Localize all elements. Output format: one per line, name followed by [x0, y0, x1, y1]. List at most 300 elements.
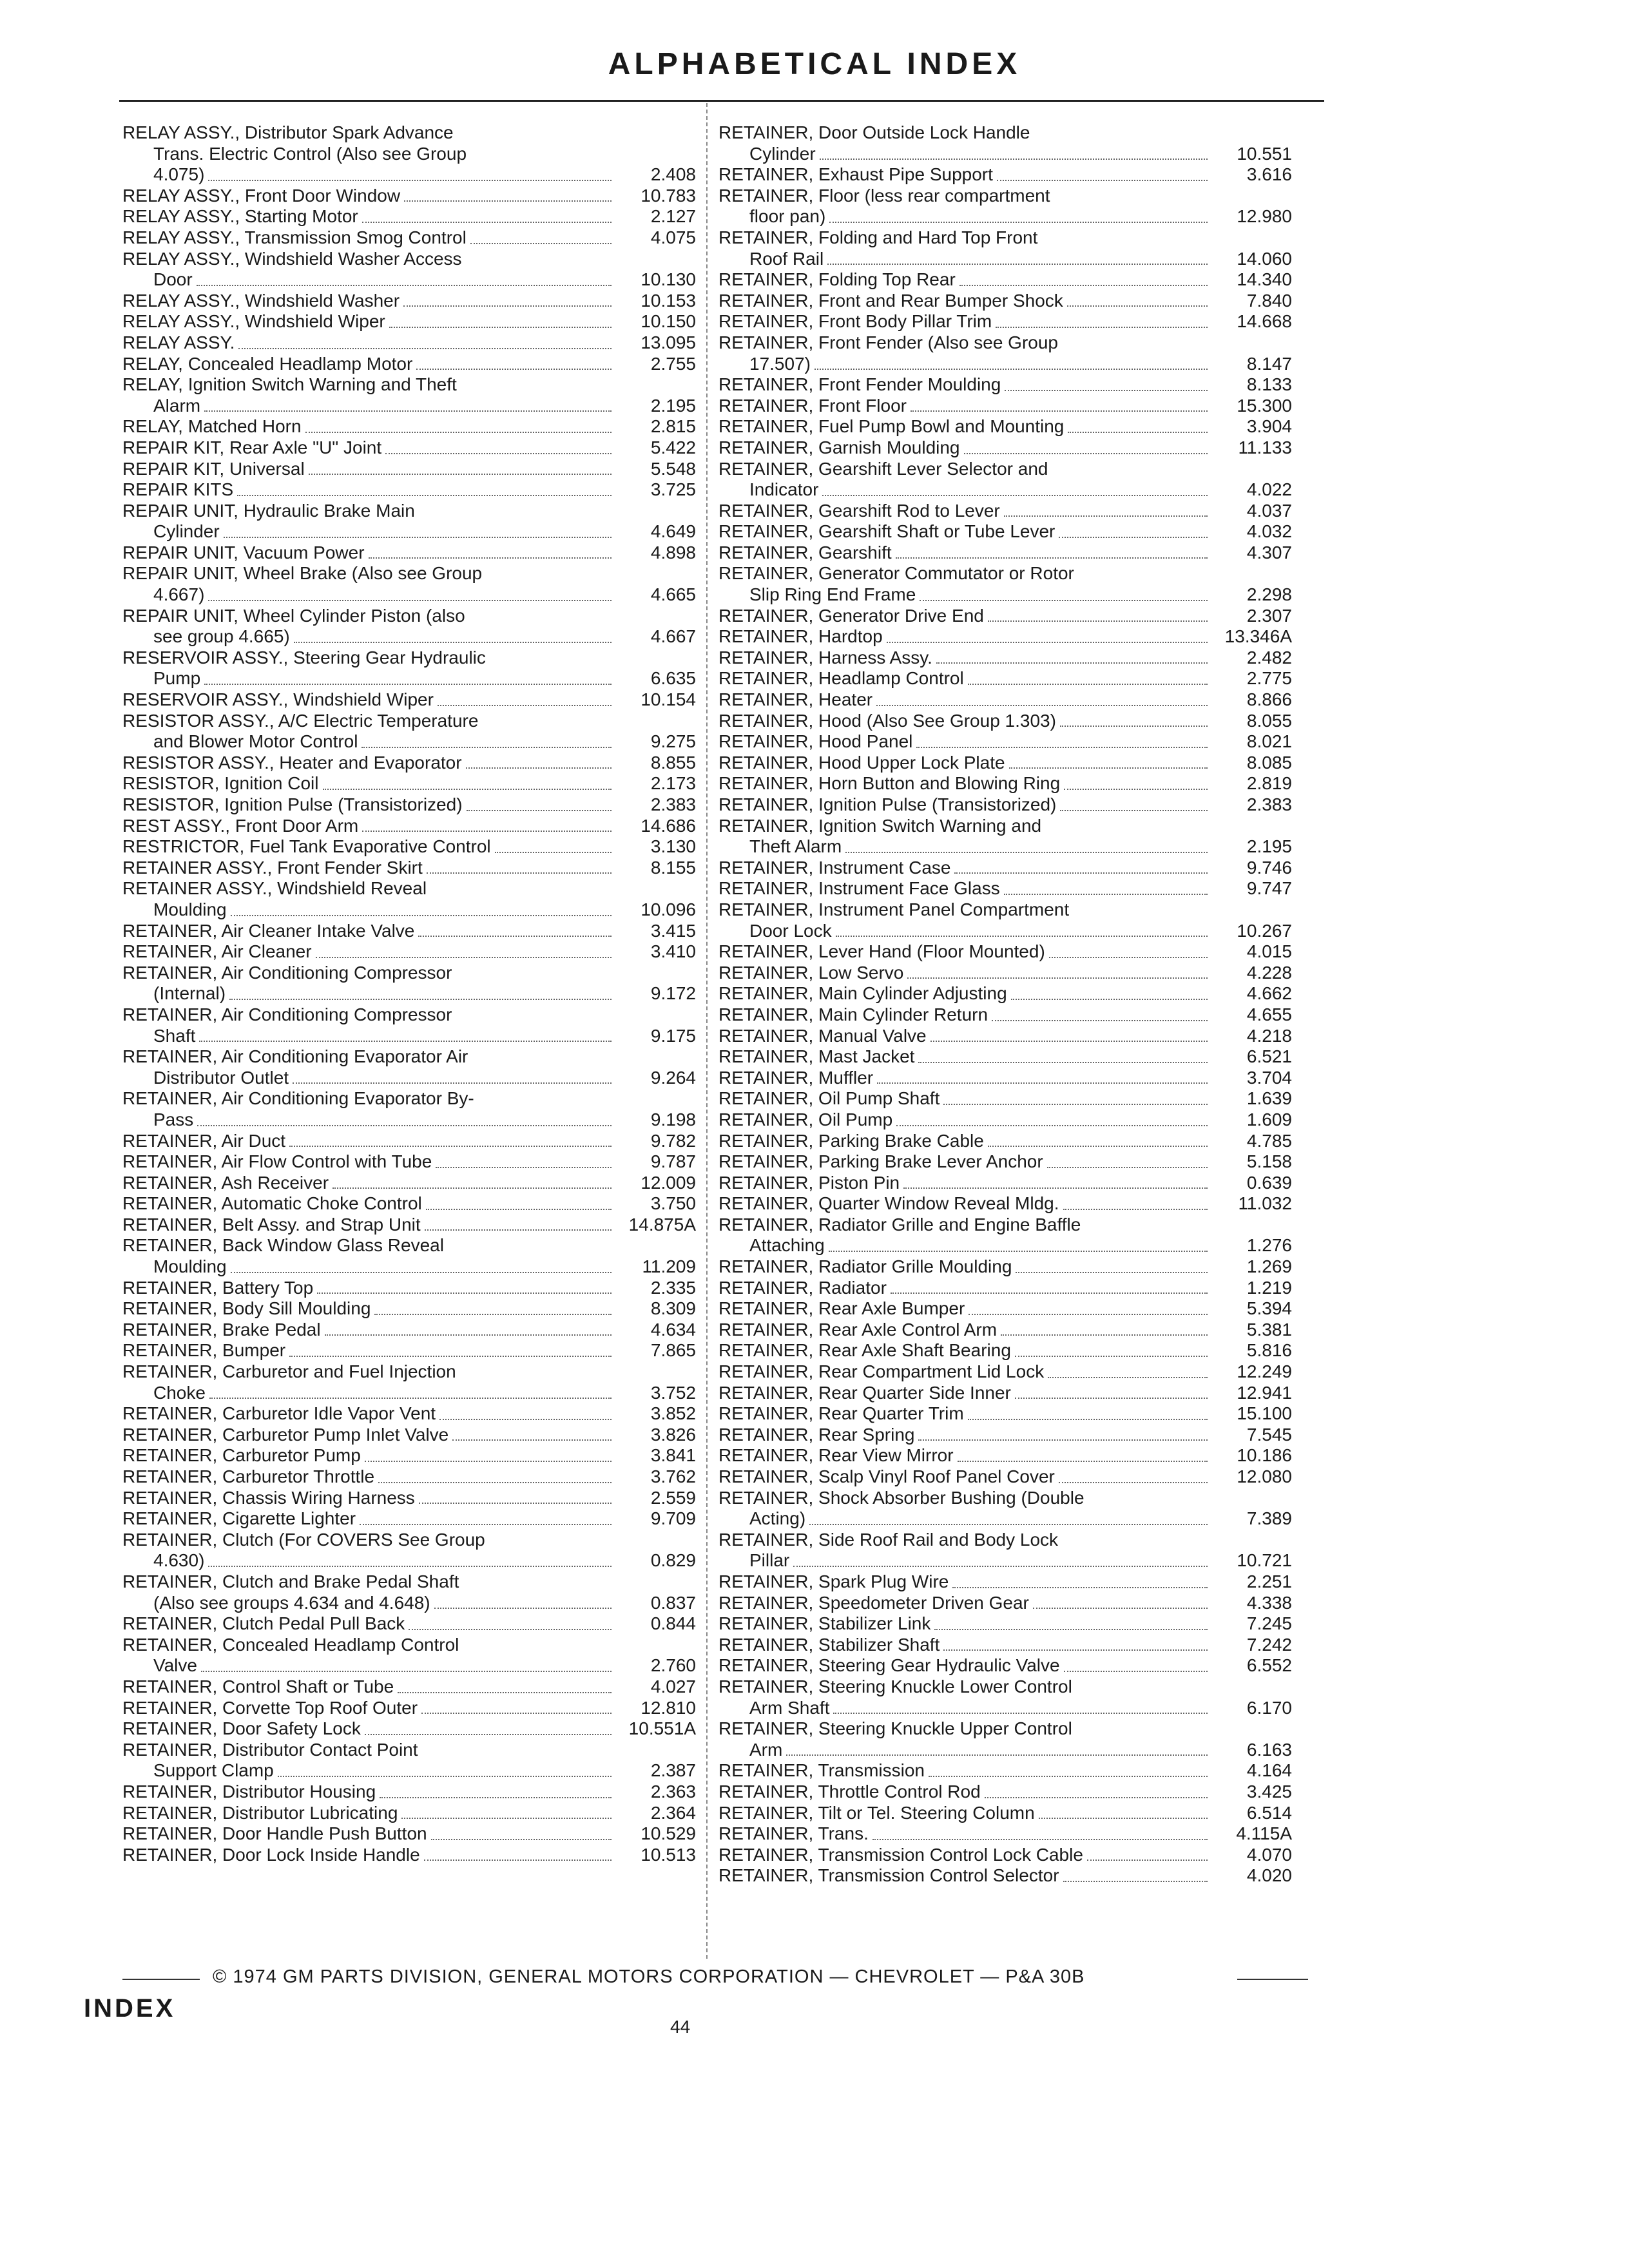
entry-title: RETAINER, Fuel Pump Bowl and Mounting [718, 416, 1065, 437]
index-entry [718, 1425, 1292, 1446]
group-number: 15.300 [1237, 395, 1292, 416]
group-number: 13.346A [1224, 626, 1292, 647]
index-entry [718, 563, 1292, 605]
entry-title: RETAINER, Rear Quarter Trim [718, 1403, 964, 1424]
index-entry [122, 1278, 696, 1299]
index-entry [122, 543, 696, 564]
index-entry [718, 626, 1292, 648]
dot-leader [434, 1593, 612, 1610]
entry-title: RETAINER, Front and Rear Bumper Shock [718, 290, 1063, 311]
group-number: 2.387 [650, 1760, 696, 1781]
dot-leader [201, 1655, 612, 1672]
dot-leader [1047, 1151, 1208, 1168]
index-entry [122, 186, 696, 207]
group-number: 10.186 [1237, 1445, 1292, 1466]
entry-title: RETAINER, Gearshift Rod to Lever [718, 500, 1000, 521]
index-entry [718, 1383, 1292, 1404]
entry-title: RETAINER, Lever Hand (Floor Mounted) [718, 941, 1045, 962]
entry-title: RETAINER, Back Window Glass Reveal [122, 1235, 444, 1256]
group-number: 2.173 [650, 773, 696, 794]
index-entry [122, 249, 696, 291]
dot-leader [199, 1026, 612, 1043]
dot-leader [1063, 1865, 1208, 1882]
index-entry [718, 332, 1292, 374]
index-entry [718, 1613, 1292, 1635]
dot-leader [959, 269, 1208, 286]
dot-leader [1009, 753, 1208, 769]
entry-title: RELAY, Concealed Headlamp Motor [122, 353, 413, 374]
entry-title: RETAINER, Floor (less rear compartment [718, 185, 1050, 206]
dot-leader [409, 1613, 612, 1630]
entry-title: RETAINER, Air Cleaner Intake Valve [122, 920, 415, 941]
index-entry [122, 332, 696, 354]
dot-leader [289, 1131, 612, 1148]
group-number: 12.810 [641, 1697, 696, 1718]
entry-continuation: Alarm [153, 395, 201, 416]
entry-title: RETAINER, Air Flow Control with Tube [122, 1151, 432, 1172]
index-entry [122, 1635, 696, 1677]
entry-title: REPAIR KIT, Universal [122, 458, 305, 479]
entry-title: RETAINER, Rear Axle Control Arm [718, 1319, 998, 1340]
entry-title: RETAINER, Main Cylinder Adjusting [718, 983, 1007, 1004]
dot-leader [845, 836, 1208, 853]
entry-continuation: Roof Rail [749, 248, 824, 269]
group-number: 1.639 [1246, 1088, 1292, 1109]
title-rule [119, 100, 1324, 102]
group-number: 3.130 [650, 836, 696, 857]
entry-title: RETAINER, Clutch Pedal Pull Back [122, 1613, 405, 1634]
dot-leader [815, 354, 1208, 370]
entry-title: RETAINER, Battery Top [122, 1277, 314, 1298]
entry-title: RETAINER, Distributor Lubricating [122, 1802, 398, 1823]
dot-leader [1087, 1845, 1208, 1861]
entry-title: RETAINER, Quarter Window Reveal Mldg. [718, 1193, 1059, 1214]
dot-leader [385, 437, 612, 454]
dot-leader [1011, 983, 1208, 1000]
group-number: 4.032 [1246, 521, 1292, 542]
group-number: 3.752 [650, 1382, 696, 1403]
group-number: 2.482 [1246, 647, 1292, 668]
dot-leader [836, 921, 1208, 937]
dot-leader [204, 668, 612, 685]
index-entry [718, 1823, 1292, 1845]
entry-title: RETAINER, Clutch and Brake Pedal Shaft [122, 1571, 459, 1591]
entry-title: RETAINER, Ignition Switch Warning and [718, 815, 1042, 836]
index-entry [718, 186, 1292, 227]
group-number: 9.175 [650, 1025, 696, 1046]
entry-title: RETAINER, Corvette Top Roof Outer [122, 1697, 418, 1718]
group-number: 4.898 [650, 542, 696, 562]
dot-leader [495, 836, 612, 853]
entry-continuation: Acting) [749, 1508, 806, 1529]
dot-leader [958, 1445, 1208, 1462]
dot-leader [333, 1173, 612, 1189]
group-number: 12.080 [1237, 1466, 1292, 1486]
entry-continuation: Slip Ring End Frame [749, 584, 916, 605]
entry-title: RETAINER, Hood Panel [718, 731, 913, 752]
index-entry [122, 1131, 696, 1152]
dot-leader [231, 1256, 612, 1273]
entry-title: RETAINER, Door Safety Lock [122, 1718, 361, 1739]
index-entry [718, 1655, 1292, 1677]
index-entry [718, 521, 1292, 543]
index-entry [718, 689, 1292, 711]
entry-continuation: Theft Alarm [749, 836, 842, 857]
entry-continuation: 4.075) [153, 164, 205, 185]
index-entry [122, 227, 696, 249]
entry-title: RETAINER, Front Fender Moulding [718, 374, 1001, 395]
group-number: 2.335 [650, 1277, 696, 1298]
footer-rule-left [122, 1979, 200, 1980]
dot-leader [1064, 1655, 1208, 1672]
index-entry [718, 1677, 1292, 1718]
entry-title: RETAINER, Horn Button and Blowing Ring [718, 773, 1061, 794]
index-entry [122, 374, 696, 416]
group-number: 4.218 [1246, 1025, 1292, 1046]
dot-leader [1059, 521, 1208, 538]
index-entry [122, 1151, 696, 1173]
dot-leader [911, 396, 1208, 412]
index-entry [122, 1403, 696, 1425]
dot-leader [369, 543, 612, 559]
group-number: 5.548 [650, 458, 696, 479]
entry-title: RETAINER, Bumper [122, 1340, 286, 1361]
group-number: 3.762 [650, 1466, 696, 1486]
entry-continuation: Shaft [153, 1025, 196, 1046]
index-entry [718, 269, 1292, 291]
dot-leader [920, 584, 1208, 601]
group-number: 0.837 [650, 1592, 696, 1613]
entry-title: RETAINER, Steering Knuckle Upper Control [718, 1718, 1072, 1739]
group-number: 10.551 [1237, 143, 1292, 164]
entry-continuation: Trans. Electric Control (Also see Group [153, 143, 467, 164]
entry-title: RELAY ASSY., Distributor Spark Advance [122, 122, 454, 142]
entry-continuation: Pass [153, 1109, 194, 1129]
dot-leader [985, 1782, 1208, 1798]
group-number: 14.060 [1237, 248, 1292, 269]
dot-leader [918, 1425, 1208, 1441]
entry-title: RETAINER, Generator Drive End [718, 605, 984, 626]
entry-continuation: floor pan) [749, 206, 826, 227]
group-number: 4.228 [1246, 962, 1292, 983]
dot-leader [361, 731, 612, 748]
entry-title: RELAY ASSY., Starting Motor [122, 206, 358, 227]
index-entry [718, 1068, 1292, 1089]
entry-title: RETAINER, Brake Pedal [122, 1319, 321, 1340]
dot-leader [305, 416, 612, 433]
index-entry [718, 1845, 1292, 1866]
entry-continuation: (Internal) [153, 983, 226, 1004]
entry-continuation: (Also see groups 4.634 and 4.648) [153, 1592, 430, 1613]
dot-leader [988, 1131, 1208, 1148]
group-number: 7.242 [1246, 1634, 1292, 1655]
entry-continuation: Arm Shaft [749, 1697, 830, 1718]
index-entry [718, 1782, 1292, 1803]
entry-title: RETAINER, Throttle Control Rod [718, 1781, 981, 1802]
dot-leader [943, 1088, 1208, 1105]
dot-leader [930, 1026, 1208, 1043]
index-entry [718, 291, 1292, 312]
index-entry [718, 983, 1292, 1004]
group-number: 8.147 [1246, 353, 1292, 374]
index-entry [122, 459, 696, 480]
index-entry [122, 711, 696, 753]
dot-leader [380, 1782, 612, 1798]
group-number: 11.032 [1238, 1193, 1292, 1214]
group-number: 14.686 [641, 815, 696, 836]
group-number: 9.264 [650, 1067, 696, 1088]
group-number: 2.775 [1246, 668, 1292, 689]
dot-leader [833, 1698, 1208, 1715]
index-entry [718, 1488, 1292, 1530]
entry-title: RETAINER, Transmission Control Lock Cable [718, 1844, 1083, 1865]
index-entry [718, 648, 1292, 669]
group-number: 4.037 [1246, 500, 1292, 521]
entry-title: RETAINER, Rear View Mirror [718, 1445, 954, 1466]
page-title: ALPHABETICAL INDEX [608, 47, 1021, 81]
dot-leader [452, 1425, 612, 1441]
dot-leader [1064, 773, 1208, 790]
dot-leader [1048, 1361, 1208, 1378]
index-entry [122, 689, 696, 711]
dot-leader [1004, 878, 1208, 895]
index-entry [122, 1340, 696, 1361]
dot-leader [436, 1151, 612, 1168]
index-section-label: INDEX [84, 1994, 176, 2023]
entry-title: RETAINER, Carburetor Throttle [122, 1466, 375, 1486]
entry-title: RESTRICTOR, Fuel Tank Evaporative Control [122, 836, 491, 857]
group-number: 5.394 [1246, 1298, 1292, 1319]
entry-title: RETAINER, Parking Brake Cable [718, 1130, 984, 1151]
dot-leader [877, 1068, 1208, 1084]
entry-title: RETAINER, Front Floor [718, 395, 907, 416]
dot-leader [204, 396, 612, 412]
entry-title: RETAINER, Stabilizer Shaft [718, 1634, 940, 1655]
entry-continuation: Door Lock [749, 920, 832, 941]
entry-title: REST ASSY., Front Door Arm [122, 815, 359, 836]
entry-title: RETAINER, Front Fender (Also see Group [718, 332, 1058, 352]
group-number: 7.840 [1246, 290, 1292, 311]
entry-title: RESERVOIR ASSY., Steering Gear Hydraulic [122, 647, 486, 668]
entry-title: RETAINER, Hood Upper Lock Plate [718, 752, 1005, 773]
entry-title: RETAINER, Gearshift Lever Selector and [718, 458, 1048, 479]
entry-title: REPAIR UNIT, Wheel Brake (Also see Group [122, 563, 483, 584]
index-entry [122, 1193, 696, 1215]
index-entry [718, 1298, 1292, 1320]
index-entry [718, 1571, 1292, 1593]
index-entry [718, 501, 1292, 522]
dot-leader [907, 963, 1208, 979]
entry-title: RETAINER, Belt Assy. and Strap Unit [122, 1214, 421, 1235]
group-number: 6.552 [1246, 1655, 1292, 1676]
dot-leader [943, 1635, 1208, 1651]
dot-leader [896, 543, 1208, 559]
entry-continuation: Support Clamp [153, 1760, 274, 1781]
index-entry [122, 1425, 696, 1446]
entry-title: RETAINER, Ignition Pulse (Transistorized) [718, 794, 1057, 814]
group-number: 6.170 [1246, 1697, 1292, 1718]
index-entry [718, 1046, 1292, 1068]
dot-leader [470, 227, 612, 244]
dot-leader [362, 206, 612, 223]
dot-leader [829, 1235, 1208, 1252]
dot-leader [934, 1613, 1208, 1630]
entry-title: RELAY ASSY., Windshield Washer [122, 290, 400, 311]
entry-continuation: Cylinder [749, 143, 816, 164]
dot-leader [896, 1110, 1208, 1126]
group-number: 4.634 [650, 1319, 696, 1340]
group-number: 4.338 [1246, 1592, 1292, 1613]
entry-title: RETAINER, Rear Compartment Lid Lock [718, 1361, 1045, 1382]
group-number: 10.721 [1237, 1550, 1292, 1571]
dot-leader [398, 1677, 612, 1693]
dot-leader [964, 437, 1208, 454]
group-number: 10.513 [641, 1844, 696, 1865]
index-entry [718, 711, 1292, 732]
dot-leader [197, 269, 612, 286]
dot-leader [876, 689, 1208, 706]
entry-title: RETAINER, Door Lock Inside Handle [122, 1844, 420, 1865]
group-number: 3.704 [1246, 1067, 1292, 1088]
dot-leader [968, 668, 1208, 685]
index-entry [718, 1320, 1292, 1341]
entry-title: RETAINER, Control Shaft or Tube [122, 1676, 394, 1696]
dot-leader [365, 1445, 612, 1462]
index-entry [718, 311, 1292, 332]
entry-title: RELAY ASSY., Transmission Smog Control [122, 227, 467, 247]
dot-leader [278, 1760, 612, 1777]
entry-continuation: Door [153, 269, 193, 290]
dot-leader [1067, 291, 1208, 307]
group-number: 9.275 [650, 731, 696, 752]
index-entry [122, 816, 696, 837]
group-number: 5.422 [650, 437, 696, 457]
entry-title: REPAIR UNIT, Vacuum Power [122, 542, 365, 562]
entry-title: RETAINER, Mast Jacket [718, 1046, 915, 1067]
index-entry [122, 1215, 696, 1236]
group-number: 2.195 [650, 395, 696, 416]
index-entry [718, 606, 1292, 627]
index-entry [718, 374, 1292, 396]
index-entry [122, 941, 696, 963]
index-entry [122, 1613, 696, 1635]
index-entry [122, 1677, 696, 1698]
entry-title: RETAINER, Gearshift [718, 542, 892, 562]
group-number: 2.383 [650, 794, 696, 814]
group-number: 5.381 [1246, 1319, 1292, 1340]
index-entry [718, 1718, 1292, 1760]
index-entry [718, 1278, 1292, 1299]
entry-title: REPAIR KITS [122, 479, 234, 500]
dot-leader [237, 479, 612, 496]
group-number: 4.020 [1246, 1865, 1292, 1886]
dot-leader [208, 1550, 612, 1567]
index-entry [122, 1845, 696, 1866]
entry-continuation: 4.667) [153, 584, 205, 605]
entry-title: RETAINER, Gearshift Shaft or Tube Lever [718, 521, 1055, 542]
dot-leader [820, 144, 1208, 160]
entry-title: RETAINER, Air Conditioning Evaporator By- [122, 1088, 474, 1109]
entry-title: RETAINER, Trans. [718, 1823, 869, 1844]
group-number: 10.529 [641, 1823, 696, 1844]
index-entry [718, 773, 1292, 794]
group-number: 3.425 [1246, 1781, 1292, 1802]
group-number: 3.841 [650, 1445, 696, 1466]
entry-continuation: Moulding [153, 1256, 227, 1277]
dot-leader [1059, 1466, 1208, 1483]
index-entry [122, 501, 696, 543]
index-entry [718, 1131, 1292, 1152]
dot-leader [438, 689, 612, 706]
index-entry [718, 1151, 1292, 1173]
entry-title: RETAINER, Parking Brake Lever Anchor [718, 1151, 1043, 1172]
index-entry [718, 459, 1292, 501]
entry-title: RETAINER, Muffler [718, 1067, 874, 1088]
group-number: 1.276 [1246, 1235, 1292, 1256]
group-number: 2.195 [1246, 836, 1292, 857]
group-number: 1.269 [1246, 1256, 1292, 1277]
group-number: 2.383 [1246, 794, 1292, 814]
index-entry [718, 1361, 1292, 1383]
dot-leader [1016, 1256, 1208, 1273]
dot-leader [419, 1488, 612, 1504]
dot-leader [467, 794, 612, 811]
index-entry [718, 164, 1292, 186]
entry-title: RETAINER, Carburetor and Fuel Injection [122, 1361, 456, 1382]
entry-title: RETAINER, Body Sill Moulding [122, 1298, 371, 1319]
group-number: 4.665 [650, 584, 696, 605]
group-number: 12.249 [1237, 1361, 1292, 1382]
index-entry [122, 1803, 696, 1824]
entry-title: RETAINER, Air Conditioning Compressor [122, 1004, 452, 1024]
dot-leader [1015, 1383, 1208, 1399]
entry-title: RETAINER, Concealed Headlamp Control [122, 1634, 459, 1655]
index-entry [122, 1571, 696, 1613]
entry-title: RELAY, Ignition Switch Warning and Theft [122, 374, 457, 395]
entry-title: RETAINER, Side Roof Rail and Body Lock [718, 1529, 1059, 1550]
entry-continuation: see group 4.665) [153, 626, 290, 647]
index-entry [122, 437, 696, 459]
dot-leader [208, 584, 612, 601]
group-number: 3.750 [650, 1193, 696, 1214]
entry-title: RETAINER, Chassis Wiring Harness [122, 1487, 415, 1508]
dot-leader [421, 1698, 612, 1715]
index-entry [718, 753, 1292, 774]
index-entry [122, 1445, 696, 1466]
group-number: 8.855 [650, 752, 696, 773]
entry-title: RETAINER, Manual Valve [718, 1025, 927, 1046]
dot-leader [988, 606, 1208, 622]
group-number: 1.609 [1246, 1109, 1292, 1129]
entry-title: RETAINER, Rear Axle Shaft Bearing [718, 1340, 1011, 1361]
group-number: 9.787 [650, 1151, 696, 1172]
entry-title: RELAY ASSY., Windshield Wiper [122, 311, 385, 332]
entry-title: RETAINER, Rear Quarter Side Inner [718, 1382, 1011, 1403]
dot-leader [466, 753, 612, 769]
dot-leader [822, 479, 1208, 496]
group-number: 3.725 [650, 479, 696, 500]
entry-title: RESERVOIR ASSY., Windshield Wiper [122, 689, 434, 710]
group-number: 10.130 [641, 269, 696, 290]
entry-title: RETAINER, Instrument Case [718, 857, 951, 878]
dot-leader [997, 164, 1208, 181]
group-number: 6.521 [1246, 1046, 1292, 1067]
index-entry [122, 1361, 696, 1403]
index-entry [718, 963, 1292, 984]
dot-leader [293, 1068, 612, 1084]
dot-leader [208, 164, 612, 181]
index-entry [718, 122, 1292, 164]
